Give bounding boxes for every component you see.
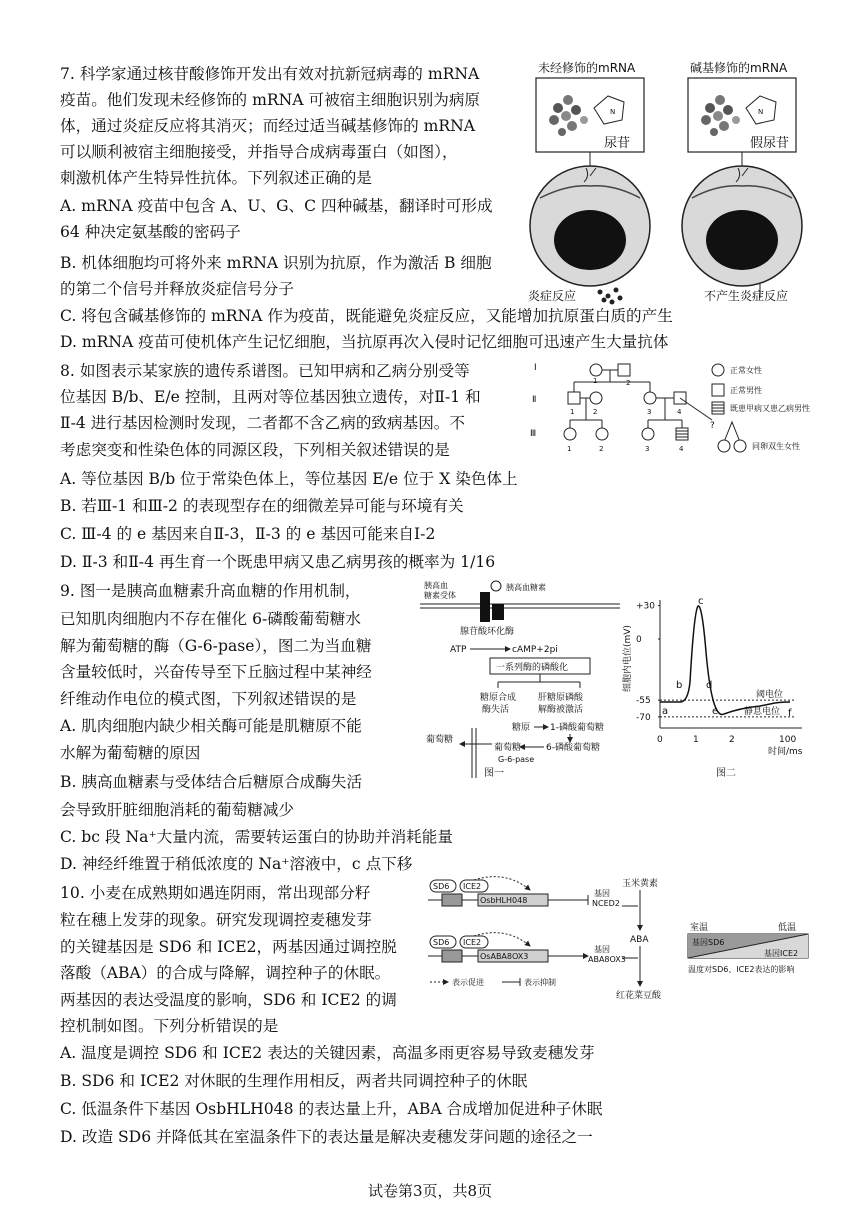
fig9-camp: cAMP+2pi (512, 645, 558, 655)
row1-sd6: SD6 (433, 882, 450, 891)
right-host-cell (682, 166, 802, 298)
q9-option-c: C. bc 段 Na⁺大量内流，需要转运蛋白的协助并消耗能量 (60, 828, 453, 846)
ap-y-tick: -55 (636, 696, 651, 707)
svg-text:解酶被激活: 解酶被激活 (538, 705, 584, 715)
q7-line-1: 7. 科学家通过核苷酸修饰开发出有效对抗新冠病毒的 mRNA (60, 65, 480, 83)
fig9-atp: ATP (450, 645, 467, 655)
row2-sd6: SD6 (433, 938, 450, 947)
mrna-vaccine-figure (528, 58, 818, 306)
fig9-synthase: 糖原合成 (480, 693, 517, 703)
fig9-g6p: 6-磷酸葡萄糖 (546, 743, 600, 753)
regulation-row-1 (428, 877, 588, 906)
q10-line-2: 粒在穗上发芽的现象。研究发现调控麦穗发芽 (60, 911, 372, 929)
fig9-caption: 图一 (484, 768, 504, 778)
q7-line-3: 体，通过炎症反应将其消灭；而经过适当碱基修饰的 mRNA (60, 117, 476, 135)
q10-option-d: D. 改造 SD6 并降低其在室温条件下的表达量是解决麦穗发芽问题的途径之一 (60, 1128, 593, 1146)
bar-ice2-label: 基因ICE2 (764, 949, 799, 958)
ap-y-tick: 0 (636, 634, 642, 645)
action-potential-chart (620, 592, 810, 782)
room-temp-label: 室温 (690, 923, 709, 933)
fig9-hormone: 胰高血糖素 (506, 583, 546, 592)
zeaxanthin-label: 玉米黄素 (622, 879, 659, 889)
row1-ice2: ICE2 (463, 882, 482, 891)
gen-label-1: Ⅰ (534, 363, 537, 373)
q8-line-4: 考虑突变和性染色体的同源区段，下列相关叙述错误的是 (60, 441, 450, 459)
ap-x-tick: 2 (729, 735, 735, 745)
ap-xlabel: 时间/ms (768, 747, 803, 757)
low-temp-label: 低温 (778, 923, 797, 933)
row2-gene: OsABA8OX3 (480, 952, 529, 961)
fig7-left-title: 未经修饰的mRNA (538, 61, 636, 75)
legend-inhibit: 表示抑制 (524, 978, 556, 987)
gen3-num-3: 3 (645, 445, 650, 453)
receptor-block-icon (480, 592, 490, 622)
gen3-num-2: 2 (599, 445, 604, 453)
inflammation-signal-icon (598, 288, 623, 305)
fig9-g1p: 1-磷酸葡萄糖 (550, 723, 604, 733)
q7-option-a: A. mRNA 疫苗中包含 A、U、G、C 四种碱基，翻译时可形成 (60, 197, 493, 215)
q7-option-b-cont: 的第二个信号并释放炎症信号分子 (60, 280, 294, 298)
legend-affected-male: 既患甲病又患乙病男性 (730, 404, 810, 413)
q10-option-b: B. SD6 和 ICE2 对休眠的生理作用相反，两者共同调控种子的休眠 (60, 1072, 528, 1090)
ap-x-tick: 0 (657, 735, 663, 745)
q7-line-4: 可以顺利被宿主细胞接受，并指导合成病毒蛋白（如图）， (60, 143, 458, 161)
q7-option-b: B. 机体细胞均可将外来 mRNA 识别为抗原，作为激活 B 细胞 (60, 254, 492, 272)
q7-option-d: D. mRNA 疫苗可使机体产生记忆细胞，当抗原再次入侵时记忆细胞可迅速产生大量抗体 (60, 333, 669, 351)
pedigree-figure (530, 358, 830, 458)
q8-option-c: C. Ⅲ-4 的 e 基因来自Ⅱ-3，Ⅱ-3 的 e 基因可能来自Ⅰ-2 (60, 525, 436, 543)
row1-gene: OsbHLH048 (480, 896, 528, 905)
ap-y-tick: +30 (636, 601, 655, 612)
q9-option-b-cont: 会导致肝脏细胞消耗的葡萄糖减少 (60, 801, 294, 819)
ap-point-a: a (662, 706, 669, 717)
q10-option-c: C. 低温条件下基因 OsbHLH048 的表达量上升，ABA 合成增加促进种子休眠 (60, 1100, 603, 1118)
q9-option-d: D. 神经纤维置于稍低浓度的 Na⁺溶液中，c 点下移 (60, 855, 413, 873)
q7-option-a-cont: 64 种决定氨基酸的密码子 (60, 223, 241, 241)
nced-gene-label: 基因 (594, 889, 610, 898)
ap-point-f: f (788, 708, 792, 719)
svg-text:糖素受体: 糖素受体 (424, 591, 456, 600)
ap-point-d: d (706, 680, 713, 691)
fig9-receptor: 胰高血 (424, 581, 448, 590)
fig7-left-outcome: 炎症反应 (528, 289, 577, 303)
fig7-left-nucleoside: 尿苷 (604, 136, 631, 151)
gen-label-2: Ⅱ (532, 395, 537, 405)
rest-label: 静息电位 (744, 706, 781, 717)
aba8ox3-gene: ABA8OX3 (588, 955, 626, 964)
phaseic-acid-label: 红花菜豆酸 (616, 991, 662, 1001)
fig9-phosphorylase: 肝糖原磷酸 (538, 693, 584, 703)
q9-line-1: 9. 图一是胰高血糖素升高血糖的作用机制， (60, 582, 361, 600)
sd6-ice2-regulation-figure (426, 876, 816, 1024)
gen3-num-4: 4 (679, 445, 684, 453)
q10-line-5: 两基因的表达受温度的影响，SD6 和 ICE2 的调 (60, 991, 397, 1009)
svg-text:N: N (758, 108, 764, 116)
legend-twin-female: 同卵双生女性 (752, 442, 800, 451)
fig7-right-title: 碱基修饰的mRNA (690, 61, 788, 75)
affected-male-symbol (676, 428, 688, 440)
fig7-right-nucleoside: 假尿苷 (750, 136, 790, 151)
glucagon-mechanism-figure (420, 578, 620, 778)
gen2-num-4: 4 (677, 408, 682, 416)
ap-point-b: b (676, 680, 683, 691)
ap-x-tick: 100 (779, 735, 797, 745)
svg-text:酶失活: 酶失活 (482, 705, 510, 715)
q10-line-6: 控机制如图。下列分析错误的是 (60, 1017, 279, 1035)
nced-gene: NCED2 (592, 899, 620, 908)
ap-point-e: e (712, 706, 719, 717)
fig9-enzyme: 腺苷酸环化酶 (460, 627, 515, 637)
q9-line-4: 含量较低时，兴奋传导至下丘脑过程中某神经 (60, 663, 372, 681)
fig9-glycogen: 糖原 (512, 723, 531, 733)
q9-line-3: 解为葡萄糖的酶（G-6-pase），图二为当血糖 (60, 637, 372, 655)
q8-line-1: 8. 如图表示某家族的遗传系谱图。已知甲病和乙病分别受等 (60, 362, 470, 380)
gen2-num-1: 1 (570, 408, 575, 416)
aba-label: ABA (630, 935, 649, 945)
q8-option-a: A. 等位基因 B/b 位于常染色体上，等位基因 E/e 位于 X 染色体上 (60, 470, 518, 488)
bar-sd6-label: 基因SD6 (692, 938, 725, 947)
threshold-label: 阈电位 (756, 690, 784, 701)
legend-affected-male-icon (712, 402, 724, 414)
fig9-cascade: 一系列酶的磷酸化 (496, 663, 569, 673)
q10-line-1: 10. 小麦在成熟期如遇连阴雨，常出现部分籽 (60, 884, 371, 902)
legend-normal-male: 正常男性 (730, 386, 762, 395)
ap-x-tick: 1 (693, 735, 699, 745)
fig7-right-outcome: 不产生炎症反应 (704, 289, 789, 303)
fig9-glucose-out: 葡萄糖 (426, 735, 454, 745)
legend-normal-female: 正常女性 (730, 366, 762, 375)
q10-line-4: 落酸（ABA）的合成与降解，调控种子的休眠。 (60, 964, 391, 982)
gen1-num-2: 2 (626, 379, 631, 387)
q8-option-b: B. 若Ⅲ-1 和Ⅲ-2 的表现型存在的细微差异可能与环境有关 (60, 497, 464, 515)
gen1-num-1: 1 (593, 377, 598, 385)
page-footer: 试卷第3页，共8页 (367, 1182, 493, 1200)
q10-line-3: 的关键基因是 SD6 和 ICE2，两基因通过调控脱 (60, 938, 397, 956)
q7-option-c: C. 将包含碱基修饰的 mRNA 作为疫苗，既能避免炎症反应，又能增加抗原蛋白质的产生 (60, 307, 673, 325)
q8-line-2: 位基因 B/b、E/e 控制，且两对等位基因独立遗传，对Ⅱ-1 和 (60, 388, 481, 406)
bar-caption: 温度对SD6、ICE2表达的影响 (688, 965, 795, 974)
legend-promote: 表示促进 (452, 978, 484, 987)
fig9-glucose-in: 葡萄糖 (494, 743, 522, 753)
svg-text:N: N (610, 108, 616, 116)
q9-option-a: A. 肌肉细胞内缺少相关酶可能是肌糖原不能 (60, 717, 362, 735)
gen-label-3: Ⅲ (530, 429, 537, 439)
q8-line-3: Ⅱ-4 进行基因检测时发现，二者都不含乙病的致病基因。不 (60, 414, 465, 432)
ap-point-c: c (698, 596, 704, 607)
q7-line-2: 疫苗。他们发现未经修饰的 mRNA 可被宿主细胞识别为病原 (60, 91, 481, 109)
row2-ice2: ICE2 (463, 938, 482, 947)
ap-caption: 图二 (716, 768, 736, 779)
aba8ox3-gene-label: 基因 (594, 945, 610, 954)
glucagon-icon (491, 581, 501, 591)
left-host-cell (530, 166, 650, 286)
q8-option-d: D. Ⅱ-3 和Ⅱ-4 再生育一个既患甲病又患乙病男孩的概率为 1/16 (60, 553, 496, 571)
regulation-row-2 (428, 933, 588, 962)
fig9-g6pase: G-6-pase (498, 755, 535, 764)
q7-line-5: 刺激机体产生特异性抗体。下列叙述正确的是 (60, 169, 372, 187)
unknown-child: ? (710, 421, 715, 431)
ap-y-tick: -70 (636, 712, 651, 723)
q9-option-b: B. 胰高血糖素与受体结合后糖原合成酶失活 (60, 773, 363, 791)
gen2-num-2: 2 (593, 408, 598, 416)
q9-line-5: 纤维动作电位的模式图，下列叙述错误的是 (60, 690, 357, 708)
q9-line-2: 已知肌肉细胞内不存在催化 6-磷酸葡萄糖水 (60, 610, 361, 628)
q10-option-a: A. 温度是调控 SD6 和 ICE2 表达的关键因素，高温多雨更容易导致麦穗发芽 (60, 1044, 595, 1062)
inhibit-arrow-icon (502, 978, 520, 986)
ap-ylabel: 细胞内电位(mV) (623, 625, 633, 692)
gen2-num-3: 3 (647, 408, 652, 416)
q9-option-a-cont: 水解为葡萄糖的原因 (60, 744, 201, 762)
gen3-num-1: 1 (567, 445, 572, 453)
